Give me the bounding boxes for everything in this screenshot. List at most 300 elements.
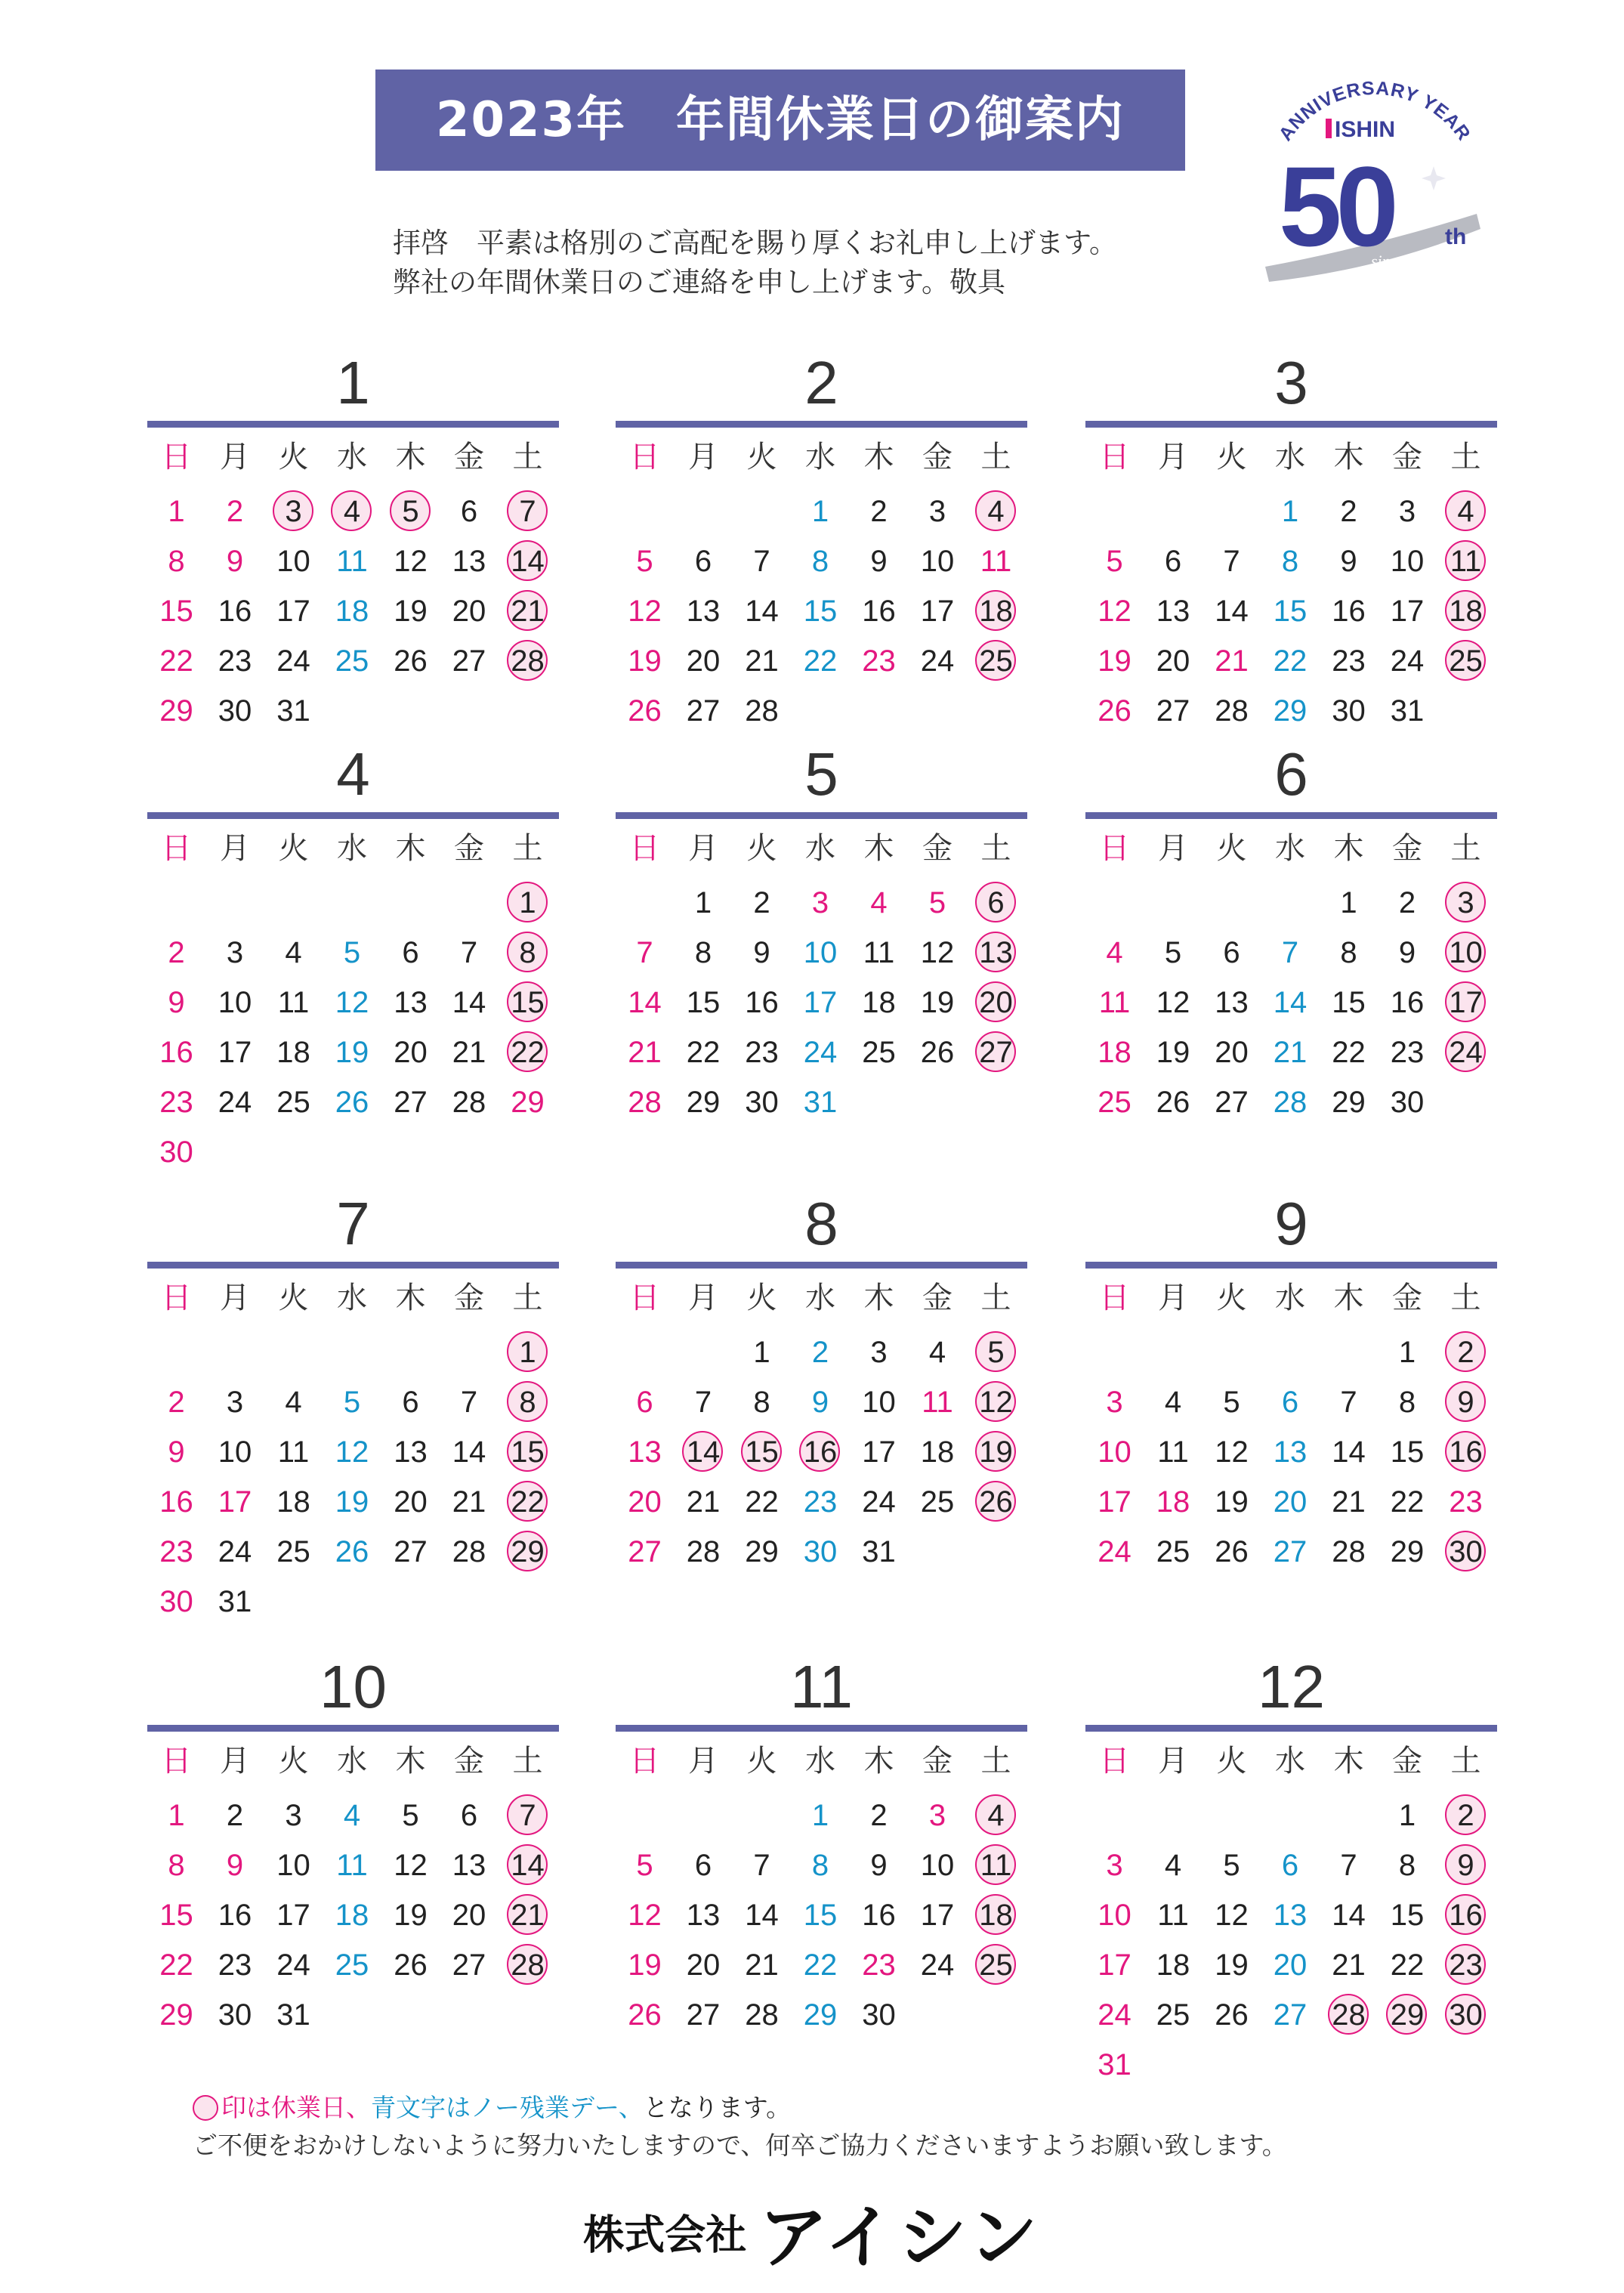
day-number: 23 (745, 1036, 779, 1069)
day-number: 27 (979, 1036, 1013, 1069)
calendar-day (733, 1077, 791, 1127)
calendar-day-closed (499, 1377, 557, 1427)
calendar-day (792, 1028, 850, 1077)
day-number: 12 (1156, 986, 1190, 1019)
day-number: 13 (686, 1899, 721, 1932)
logo-arc-text: ANNIVERSARY YEAR (1274, 77, 1475, 145)
calendar-day (1320, 1377, 1378, 1427)
calendar-day (1379, 1527, 1437, 1577)
calendar-day (206, 1377, 264, 1427)
calendar-day (206, 636, 264, 686)
calendar-day (675, 928, 733, 978)
day-number: 8 (519, 1386, 536, 1419)
month-label: 7 (336, 1190, 370, 1257)
day-number: 7 (460, 1386, 478, 1419)
day-number: 30 (803, 1535, 838, 1568)
calendar-day (792, 928, 850, 978)
calendar-day (1320, 1028, 1378, 1077)
weekday-header: 水 (805, 1281, 835, 1315)
calendar-day (381, 1377, 440, 1427)
day-number: 4 (343, 495, 361, 528)
calendar-day (792, 1327, 850, 1377)
calendar-day-closed (1437, 1327, 1495, 1377)
calendar-day (850, 1327, 908, 1377)
calendar-day (147, 536, 205, 586)
calendar-day (147, 1077, 205, 1127)
calendar-day (381, 1527, 440, 1577)
month-divider (616, 1725, 1027, 1732)
calendar-day (909, 928, 967, 978)
calendar-day (206, 1527, 264, 1577)
day-number: 31 (218, 1585, 252, 1618)
logo-brand: ISHIN (1335, 117, 1396, 142)
day-number: 16 (159, 1485, 193, 1519)
calendar-day (323, 1077, 381, 1127)
calendar-day (206, 1577, 264, 1627)
calendar-day-closed (499, 1890, 557, 1940)
calendar-day (206, 1077, 264, 1127)
day-number: 31 (276, 694, 310, 728)
day-number: 18 (979, 1899, 1013, 1932)
calendar-day (1379, 1840, 1437, 1890)
weekday-header: 日 (629, 831, 660, 866)
calendar-day-closed (967, 1028, 1025, 1077)
day-number: 6 (694, 545, 712, 578)
day-number: 10 (276, 545, 310, 578)
day-number: 1 (168, 1799, 185, 1832)
calendar-day-closed (1437, 978, 1495, 1028)
day-number: 12 (394, 1849, 428, 1882)
day-number: 25 (1449, 644, 1483, 678)
day-number: 27 (1273, 1535, 1308, 1568)
calendar-day (1261, 978, 1320, 1028)
calendar-day (1320, 978, 1378, 1028)
day-number: 19 (1156, 1036, 1190, 1069)
day-number: 19 (920, 986, 955, 1019)
day-number: 9 (168, 986, 185, 1019)
weekday-header: 日 (161, 440, 192, 474)
calendar-day (1379, 978, 1437, 1028)
day-number: 6 (636, 1386, 653, 1419)
day-number: 26 (1098, 694, 1132, 728)
calendar-day (1085, 1028, 1144, 1077)
day-number: 20 (686, 1948, 721, 1982)
day-number: 23 (159, 1086, 193, 1119)
day-number: 17 (920, 595, 955, 628)
day-number: 19 (1098, 644, 1132, 678)
calendar-day (1261, 1940, 1320, 1990)
calendar-day (1379, 1377, 1437, 1427)
day-number: 17 (920, 1899, 955, 1932)
weekday-header: 火 (278, 831, 309, 866)
calendar-day (850, 1477, 908, 1527)
day-number: 8 (1281, 545, 1299, 578)
day-number: 9 (1457, 1849, 1474, 1882)
calendar-day (792, 1990, 850, 2040)
calendar-day (440, 1890, 499, 1940)
calendar-day (792, 636, 850, 686)
day-number: 24 (1098, 1998, 1132, 2032)
day-number: 27 (686, 1998, 721, 2032)
month-label: 10 (320, 1653, 387, 1720)
calendar-day (733, 1840, 791, 1890)
calendar-day (323, 978, 381, 1028)
day-number: 2 (226, 1799, 244, 1832)
calendar-day (264, 1427, 323, 1477)
month-7 (147, 1190, 559, 1618)
calendar-day (1085, 1840, 1144, 1890)
day-number: 16 (1449, 1435, 1483, 1469)
calendar-day (1203, 536, 1261, 586)
day-number: 6 (460, 495, 478, 528)
day-number: 26 (1215, 1998, 1249, 2032)
calendar-day (264, 1028, 323, 1077)
calendar-day (850, 1377, 908, 1427)
day-number: 7 (1223, 545, 1240, 578)
day-number: 10 (862, 1386, 896, 1419)
calendar-day (264, 928, 323, 978)
day-number: 22 (159, 1948, 193, 1982)
day-number: 4 (987, 495, 1005, 528)
day-number: 22 (1390, 1948, 1425, 1982)
day-number: 30 (159, 1136, 193, 1169)
calendar-day (264, 1990, 323, 2040)
day-number: 18 (335, 1899, 369, 1932)
day-number: 2 (870, 495, 888, 528)
day-number: 22 (803, 644, 838, 678)
calendar-day (675, 586, 733, 636)
day-number: 30 (862, 1998, 896, 2032)
calendar-day (206, 928, 264, 978)
day-number: 7 (1340, 1849, 1357, 1882)
weekday-header: 金 (454, 1281, 484, 1315)
day-number: 1 (1398, 1336, 1416, 1369)
day-number: 27 (452, 644, 486, 678)
calendar-day (675, 978, 733, 1028)
day-number: 8 (1340, 936, 1357, 969)
calendar-day (381, 1890, 440, 1940)
calendar-day (1320, 686, 1378, 736)
day-number: 13 (686, 595, 721, 628)
calendar-day (1320, 1527, 1378, 1577)
day-number: 9 (870, 545, 888, 578)
calendar-day (792, 1377, 850, 1427)
day-number: 27 (394, 1535, 428, 1568)
calendar-day (264, 586, 323, 636)
weekday-header: 土 (512, 1744, 543, 1778)
calendar-day (440, 1427, 499, 1477)
calendar-day (206, 586, 264, 636)
weekday-header: 水 (805, 831, 835, 866)
calendar-day (1320, 536, 1378, 586)
weekday-header: 土 (980, 440, 1011, 474)
day-number: 25 (1156, 1998, 1190, 2032)
day-number: 8 (753, 1386, 770, 1419)
day-number: 7 (460, 936, 478, 969)
day-number: 27 (1215, 1086, 1249, 1119)
day-number: 24 (276, 1948, 310, 1982)
weekday-header: 金 (454, 1744, 484, 1778)
calendar-day-closed (1437, 928, 1495, 978)
weekday-header: 水 (805, 1744, 835, 1778)
calendar-day (440, 1377, 499, 1427)
day-number: 3 (1106, 1849, 1123, 1882)
calendar-day-closed (967, 1477, 1025, 1527)
day-number: 6 (694, 1849, 712, 1882)
day-number: 28 (1332, 1998, 1366, 2032)
weekday-header: 水 (1275, 440, 1305, 474)
calendar-day-closed (1437, 878, 1495, 928)
calendar-day-closed (1437, 1527, 1495, 1577)
day-number: 20 (979, 986, 1013, 1019)
calendar-day (909, 1427, 967, 1477)
month-label: 3 (1274, 349, 1308, 416)
weekday-header: 金 (922, 1281, 952, 1315)
weekday-header: 土 (512, 440, 543, 474)
day-number: 2 (1457, 1336, 1474, 1369)
day-number: 20 (686, 644, 721, 678)
calendar-day (792, 878, 850, 928)
calendar-day (323, 928, 381, 978)
day-number: 10 (1390, 545, 1425, 578)
weekday-header: 月 (220, 1281, 250, 1315)
calendar-day (1144, 1990, 1203, 2040)
day-number: 1 (1340, 886, 1357, 919)
calendar-day (147, 636, 205, 686)
day-number: 13 (979, 936, 1013, 969)
calendar-day (1144, 1028, 1203, 1077)
day-number: 19 (628, 644, 662, 678)
calendar-day (1320, 1840, 1378, 1890)
calendar-day-closed (499, 536, 557, 586)
calendar-day (206, 1890, 264, 1940)
day-number: 15 (745, 1435, 779, 1469)
calendar-day (1261, 1527, 1320, 1577)
day-number: 27 (686, 694, 721, 728)
calendar-day-closed (1437, 1377, 1495, 1427)
day-number: 7 (636, 936, 653, 969)
calendar-day (616, 1477, 674, 1527)
calendar-day (264, 1477, 323, 1527)
weekday-header: 木 (1333, 831, 1364, 866)
month-divider (147, 1725, 559, 1732)
day-number: 26 (335, 1535, 369, 1568)
weekday-header: 月 (688, 1744, 718, 1778)
month-divider (147, 421, 559, 428)
day-number: 1 (1398, 1799, 1416, 1832)
calendar-day (675, 536, 733, 586)
calendar-day-closed (499, 487, 557, 536)
weekday-header: 木 (395, 440, 426, 474)
calendar-day-closed (499, 1840, 557, 1890)
day-number: 7 (519, 1799, 536, 1832)
day-number: 24 (920, 644, 955, 678)
legend-end-text: となります。 (643, 2093, 792, 2122)
day-number: 6 (402, 1386, 419, 1419)
calendar-day (733, 686, 791, 736)
calendar-day (850, 636, 908, 686)
day-number: 26 (1156, 1086, 1190, 1119)
day-number: 29 (1390, 1998, 1425, 2032)
calendar-day (1144, 586, 1203, 636)
calendar-day (440, 1791, 499, 1840)
calendar-day (850, 487, 908, 536)
weekday-header: 土 (1450, 1281, 1481, 1315)
calendar-day (1203, 636, 1261, 686)
day-number: 3 (928, 495, 946, 528)
day-number: 5 (1106, 545, 1123, 578)
day-number: 29 (159, 694, 193, 728)
day-number: 27 (452, 1948, 486, 1982)
calendar-day-closed (967, 1840, 1025, 1890)
calendar-day (616, 1990, 674, 2040)
calendar-day (1379, 878, 1437, 928)
calendar-day (850, 1028, 908, 1077)
day-number: 11 (1098, 986, 1131, 1019)
day-number: 17 (1390, 595, 1425, 628)
day-number: 6 (460, 1799, 478, 1832)
weekday-header: 木 (395, 831, 426, 866)
calendar-day (909, 1890, 967, 1940)
calendar-day (733, 1327, 791, 1377)
calendar-day (616, 686, 674, 736)
calendar-day (1203, 1527, 1261, 1577)
day-number: 19 (1215, 1948, 1249, 1982)
calendar-day (675, 1527, 733, 1577)
weekday-header: 金 (922, 1744, 952, 1778)
day-number: 6 (402, 936, 419, 969)
day-number: 26 (335, 1086, 369, 1119)
day-number: 16 (803, 1435, 838, 1469)
calendar-day (1203, 928, 1261, 978)
calendar-day (381, 1028, 440, 1077)
calendar-day (733, 1890, 791, 1940)
day-number: 7 (753, 545, 770, 578)
calendar-day (675, 1890, 733, 1940)
calendar-day (675, 1990, 733, 2040)
day-number: 28 (511, 1948, 545, 1982)
calendar-day-closed (792, 1427, 850, 1477)
calendar-day (1085, 1377, 1144, 1427)
calendar-day (1144, 1427, 1203, 1477)
calendar-day (440, 636, 499, 686)
page-title: 2023年 年間休業日の御案内 (375, 70, 1185, 171)
calendar-day (909, 586, 967, 636)
weekday-header: 土 (1450, 1744, 1481, 1778)
calendar-day (1203, 1840, 1261, 1890)
calendar-day (1144, 978, 1203, 1028)
day-number: 4 (343, 1799, 361, 1832)
day-number: 4 (870, 886, 888, 919)
weekday-header: 火 (1216, 831, 1247, 866)
weekday-header: 日 (1099, 831, 1130, 866)
calendar-day (792, 487, 850, 536)
day-number: 26 (394, 644, 428, 678)
day-number: 29 (803, 1998, 838, 2032)
day-number: 13 (452, 545, 486, 578)
company-name (0, 2182, 1624, 2282)
day-number: 24 (1098, 1535, 1132, 1568)
day-number: 14 (1273, 986, 1308, 1019)
calendar-day (1203, 686, 1261, 736)
day-number: 5 (343, 1386, 361, 1419)
day-number: 23 (803, 1485, 838, 1519)
calendar-day (264, 978, 323, 1028)
logo-brand-mark (1326, 119, 1332, 138)
calendar-day (381, 1427, 440, 1477)
day-number: 5 (1164, 936, 1182, 969)
calendar-day (323, 1791, 381, 1840)
day-number: 16 (745, 986, 779, 1019)
day-number: 10 (803, 936, 838, 969)
day-number: 1 (811, 1799, 829, 1832)
weekday-header: 火 (746, 831, 777, 866)
calendar-day (1379, 1477, 1437, 1527)
day-number: 23 (1390, 1036, 1425, 1069)
weekday-header: 月 (220, 440, 250, 474)
calendar-day (792, 536, 850, 586)
day-number: 5 (987, 1336, 1005, 1369)
calendar-day (1203, 1990, 1261, 2040)
day-number: 21 (1215, 644, 1249, 678)
calendar-day (733, 978, 791, 1028)
day-number: 18 (1156, 1485, 1190, 1519)
day-number: 7 (694, 1386, 712, 1419)
calendar-day (440, 536, 499, 586)
day-number: 24 (920, 1948, 955, 1982)
day-number: 25 (862, 1036, 896, 1069)
logo-number: 50 (1279, 143, 1393, 270)
day-number: 22 (1332, 1036, 1366, 1069)
day-number: 3 (226, 936, 244, 969)
calendar-day (1085, 1527, 1144, 1577)
day-number: 3 (811, 886, 829, 919)
calendar-day (1203, 1377, 1261, 1427)
day-number: 22 (1390, 1485, 1425, 1519)
day-number: 1 (1281, 495, 1299, 528)
day-number: 11 (277, 1435, 310, 1469)
day-number: 19 (394, 595, 428, 628)
day-number: 25 (1156, 1535, 1190, 1568)
calendar-day (1261, 487, 1320, 536)
calendar-day (909, 1028, 967, 1077)
day-number: 20 (1273, 1485, 1308, 1519)
calendar-day (323, 1940, 381, 1990)
calendar-day (1203, 1477, 1261, 1527)
calendar-day (1085, 928, 1144, 978)
calendar-day-closed (967, 636, 1025, 686)
day-number: 30 (745, 1086, 779, 1119)
calendar-day (1261, 1377, 1320, 1427)
day-number: 16 (218, 1899, 252, 1932)
day-number: 19 (1215, 1485, 1249, 1519)
day-number: 30 (1332, 694, 1366, 728)
calendar-day (850, 536, 908, 586)
calendar-day (909, 1477, 967, 1527)
calendar-day-closed (499, 1477, 557, 1527)
day-number: 6 (1223, 936, 1240, 969)
day-number: 21 (686, 1485, 721, 1519)
day-number: 9 (811, 1386, 829, 1419)
day-number: 5 (402, 1799, 419, 1832)
calendar-day-closed (499, 586, 557, 636)
calendar-day-closed (499, 928, 557, 978)
day-number: 2 (168, 936, 185, 969)
day-number: 18 (1098, 1036, 1132, 1069)
weekday-header: 金 (454, 440, 484, 474)
calendar-day (1203, 1890, 1261, 1940)
day-number: 12 (1215, 1435, 1249, 1469)
